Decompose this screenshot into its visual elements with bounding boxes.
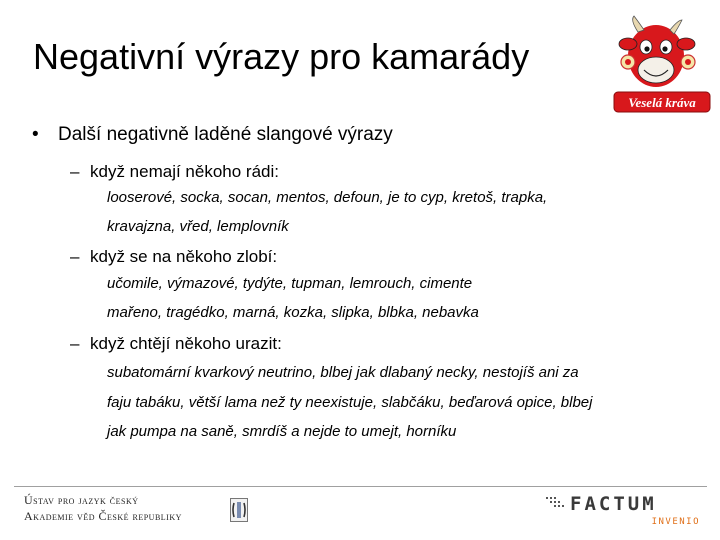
institute-line-2: Akademie věd České republiky (24, 509, 182, 523)
subpoint-2 (70, 247, 277, 267)
factum-invenio-logo (546, 493, 706, 527)
detail-line: faju tabáku, větší lama než ty neexistuje, slabčáku, beďarová opice, blbej (107, 394, 593, 411)
detail-line: jak pumpa na saně, smrdíš a nejde to umejt, horníku (107, 423, 457, 440)
logo-brand-text: Veselá kráva (628, 95, 696, 110)
subpoint-dash: – (70, 162, 80, 181)
subpoint-dash: – (70, 247, 80, 266)
subpoint-label: když nemají někoho rádi: (90, 162, 279, 181)
slide-title: Negativní výrazy pro kamarády (33, 36, 530, 77)
footer-divider (14, 486, 707, 487)
invenio-wordmark: INVENIO (651, 517, 700, 527)
subpoint-label: když se na někoho zlobí: (90, 247, 278, 266)
subpoint-label: když chtějí někoho urazit: (90, 334, 282, 353)
institute-line-1: Ústav pro jazyk český (24, 493, 139, 507)
institute-emblem-icon (230, 498, 248, 522)
detail-line: subatomární kvarkový neutrino, blbej jak dlabaný necky, nestojíš ani za (107, 364, 579, 381)
factum-wordmark: FACTUM (570, 493, 657, 515)
institute-name (24, 492, 182, 524)
detail-line: looserové, socka, socan, mentos, defoun, je to cyp, kretoš, trapka, (107, 189, 548, 206)
detail-line: učomile, výmazové, tydýte, tupman, lemrouch, cimente (107, 275, 473, 292)
detail-line: kravajzna, vřed, lemplovník (107, 218, 289, 235)
subpoint-3 (70, 334, 282, 354)
main-point-text: Další negativně laděné slangové výrazy (58, 124, 393, 145)
main-bullet (32, 124, 393, 146)
detail-line: mařeno, tragédko, marná, kozka, slipka, blbka, nebavka (107, 304, 479, 321)
subpoint-1 (70, 162, 279, 182)
subpoint-dash: – (70, 334, 80, 353)
bullet-marker: • (32, 124, 39, 145)
vesela-krava-logo (612, 14, 712, 116)
